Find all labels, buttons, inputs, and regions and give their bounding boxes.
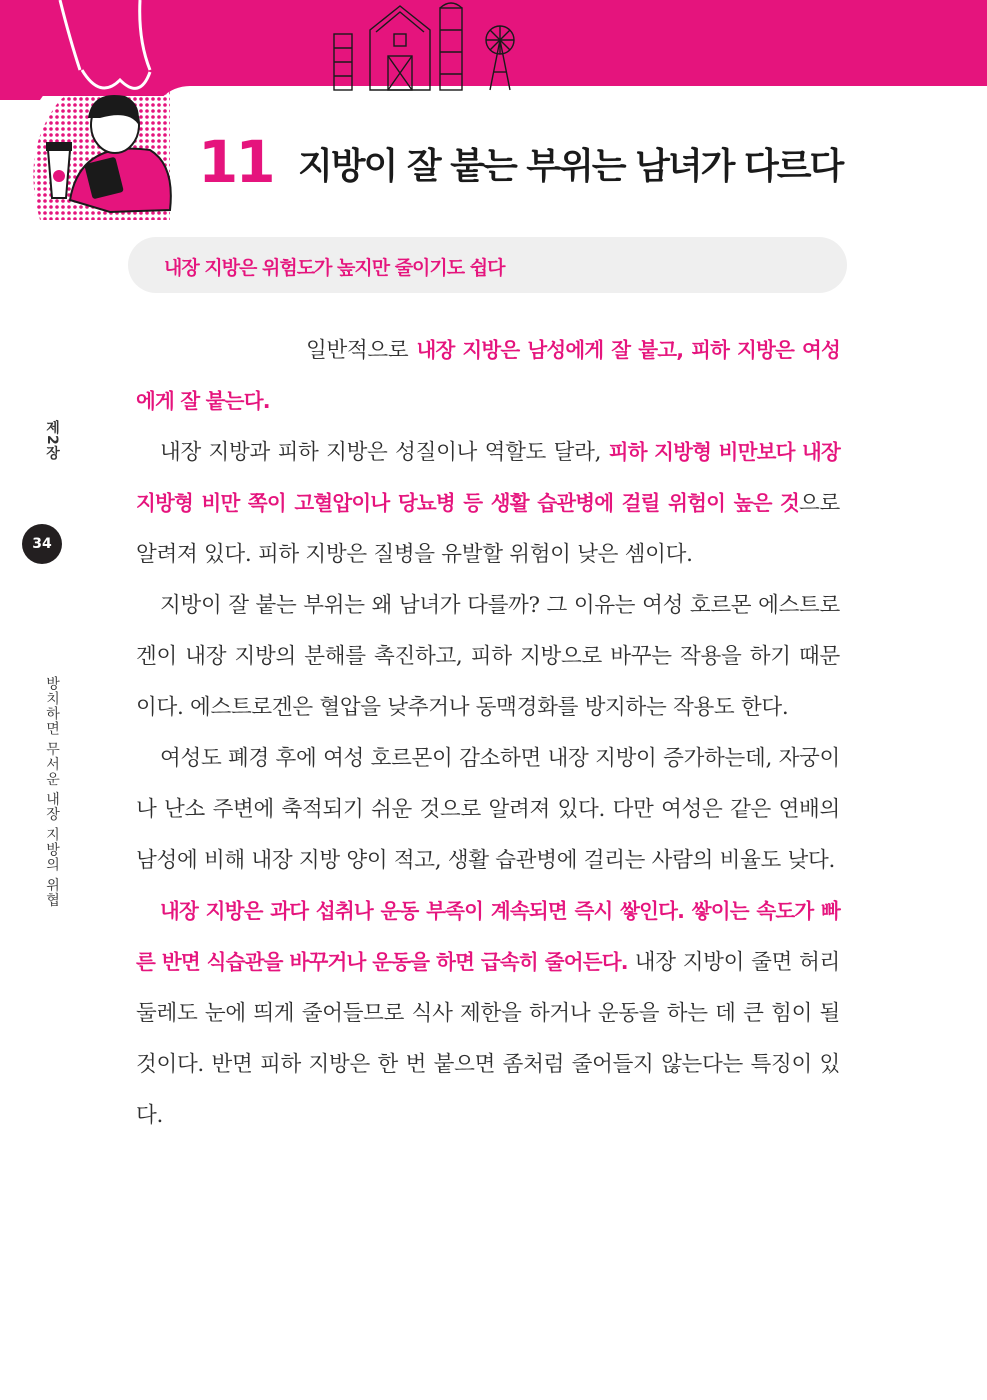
paragraph-3: 지방이 잘 붙는 부위는 왜 남녀가 다를까? 그 이유는 여성 호르몬 에스트로겐이 내장 지방의 분해를 촉진하고, 피하 지방으로 바꾸는 작용을 하기 때문이다. 에스트로겐은 혈압을 낮추거나 동맥경화를 방지하는 작용도 한다.	[136, 593, 840, 720]
paragraph-2	[136, 427, 840, 580]
paragraph-4: 여성도 폐경 후에 여성 호르몬이 감소하면 내장 지방이 증가하는데, 자궁이나 난소 주변에 축적되기 쉬운 것으로 알려져 있다. 다만 여성은 같은 연배의 남성에 비해 내장 지방 양이 적고, 생활 습관병에 걸리는 사람의 비율도 낮다.	[136, 746, 840, 873]
book-title: 방치하면 무서운 내장 지방의 위협	[44, 676, 60, 908]
chapter-label: 제2장	[44, 420, 60, 461]
paragraph-5	[136, 886, 840, 1141]
highlight-span: 내장 지방은 과다 섭취나 운동 부족이 계속되면 즉시 쌓인다. 쌓이는 속도가 빠른 반면 식습관을 바꾸거나 운동을 하면 급속히 줄어든다.	[136, 899, 840, 974]
text-span: 일반적으로	[306, 338, 417, 363]
text-span: 내장 지방과 피하 지방은 성질이나 역할도 달라,	[160, 440, 609, 465]
woman-reading-illustration	[0, 0, 300, 240]
body-text	[136, 325, 840, 1141]
text-span: 내장 지방이 줄면 허리둘레도 눈에 띄게 줄어들므로 식사 제한을 하거나 운동을 하는 데 큰 힘이 될 것이다. 반면 피하 지방은 한 번 붙으면 좀처럼 줄어들지 않는다는 특징이 있다.	[136, 950, 841, 1128]
highlight-span: 피하 지방형 비만보다 내장 지방형 비만 쪽이 고혈압이나 당뇨병 등 생활 습관병에 걸릴 위험이 높은 것	[136, 440, 841, 515]
chapter-number: 11	[198, 128, 273, 196]
subtitle-text: 내장 지방은 위험도가 높지만 줄이기도 쉽다	[164, 257, 505, 279]
barn-windmill-icon	[330, 0, 540, 92]
highlight-span: 내장 지방은 남성에게 잘 붙고, 피하 지방은 여성에게 잘 붙는다.	[136, 338, 840, 413]
subtitle-bar	[128, 237, 847, 293]
page-title: 지방이 잘 붙는 부위는 남녀가 다르다	[298, 146, 843, 187]
text-span: 으로 알려져 있다. 피하 지방은 질병을 유발할 위험이 낮은 셈이다.	[136, 491, 840, 567]
paragraph-1	[136, 325, 840, 427]
page-number-badge: 34	[22, 524, 62, 564]
